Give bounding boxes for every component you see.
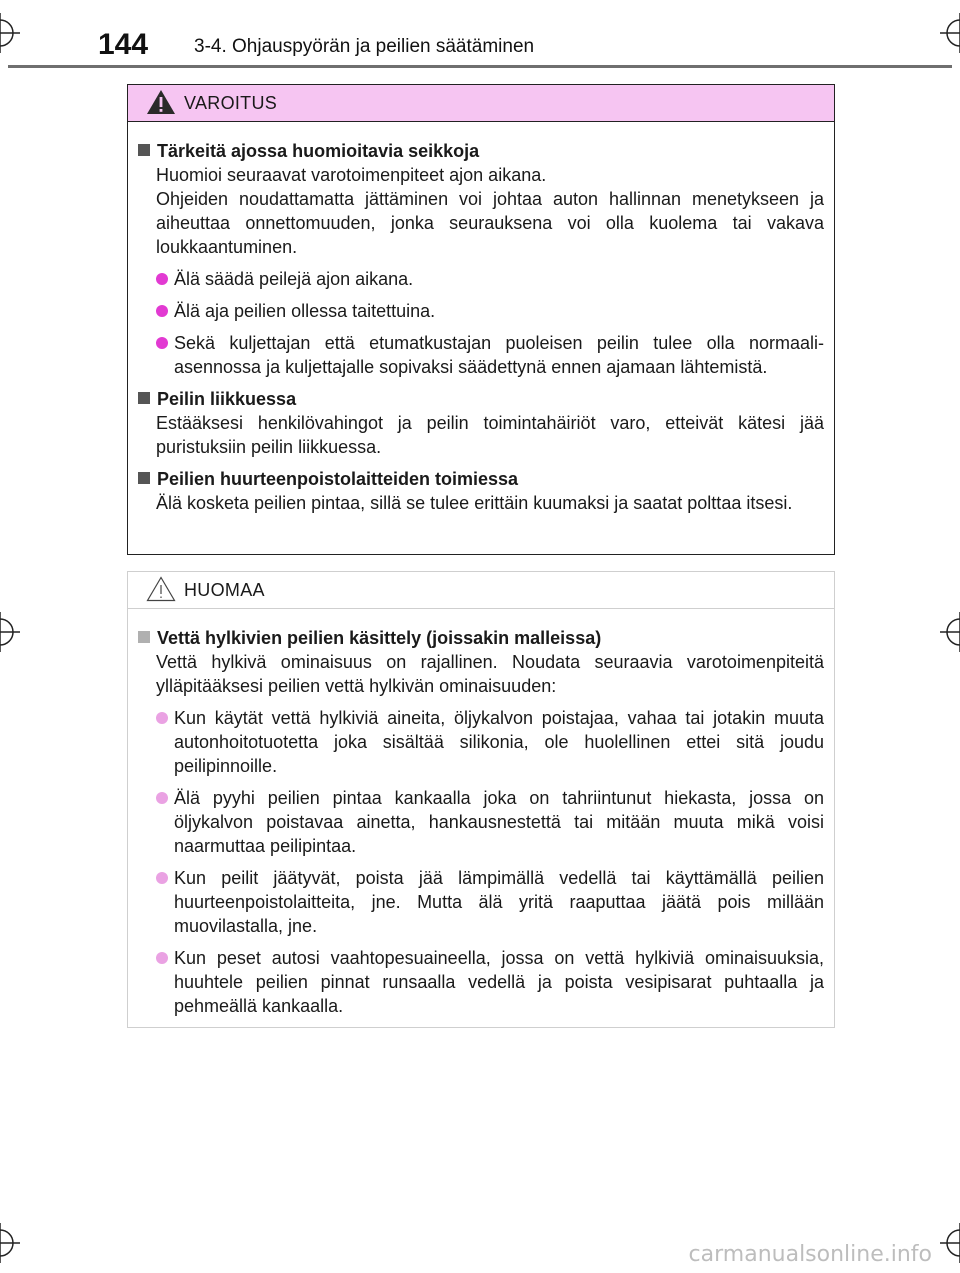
warning-box <box>127 84 835 555</box>
square-bullet-icon <box>138 472 150 484</box>
section-heading: Vettä hylkivien peilien käsittely (joissakin malleissa) <box>157 628 602 648</box>
list-item-text: Älä aja peilien ollessa taitettuina. <box>174 301 436 321</box>
list-item-text: Kun käytät vettä hylkiviä aineita, öljykalvon poistajaa, vahaa tai jotakin muuta autonhoitotuotetta joka sisältää silikonia, ole huolellinen ettei sitä joudu peilipinnoille. <box>174 708 824 776</box>
crop-mark-top-right <box>940 13 960 53</box>
header-rule <box>8 65 952 68</box>
page-header <box>98 26 920 66</box>
bullet-dot-icon <box>156 792 168 804</box>
bullet-dot-icon <box>156 305 168 317</box>
list-item <box>156 786 824 858</box>
section-text: Älä kosketa peilien pintaa, sillä se tulee erittäin kuumaksi ja saatat polttaa itsesi. <box>156 493 793 513</box>
section-title: 3-4. Ohjauspyörän ja peilien säätäminen <box>194 36 535 57</box>
list-item-text: Sekä kuljettajan että etumatkustajan puoleisen peilin tulee olla normaali-asennossa ja kuljettajalle sopivaksi säädettynä ennen ajamaan lähtemistä. <box>174 333 824 377</box>
list-item <box>156 299 824 323</box>
crop-mark-top-left <box>0 13 20 53</box>
section-text: Vettä hylkivä ominaisuus on rajallinen. Noudata seuraavia varotoimenpiteitä ylläpitääksesi peilien vettä hylkivän ominaisuuden: <box>156 652 824 696</box>
warning-triangle-icon <box>146 89 176 115</box>
bullet-dot-icon <box>156 337 168 349</box>
list-item-text: Kun peset autosi vaahtopesuaineella, jossa on vettä hylkiviä ominaisuuksia, huuhtele peilien pinnat runsaalla vedellä ja poista vesipisarat puhtaalla ja pehmeällä kankaalla. <box>174 948 824 1016</box>
list-item <box>156 267 824 291</box>
warning-title: VAROITUS <box>184 93 278 113</box>
list-item <box>156 946 824 1018</box>
list-item-text: Älä säädä peilejä ajon aikana. <box>174 269 414 289</box>
warning-section <box>136 387 824 459</box>
square-bullet-icon <box>138 392 150 404</box>
notice-header <box>128 572 834 609</box>
list-item <box>156 331 824 379</box>
square-bullet-icon <box>138 631 150 643</box>
crop-mark-mid-left <box>0 612 20 652</box>
list-item <box>156 866 824 938</box>
crop-mark-mid-right <box>940 612 960 652</box>
notice-box <box>127 571 835 1028</box>
section-text: Estääksesi henkilövahingot ja peilin toimintahäiriöt varo, etteivät kätesi jää puristuksiin peilin liikkuessa. <box>156 413 824 457</box>
bullet-dot-icon <box>156 273 168 285</box>
list-item <box>156 706 824 778</box>
watermark: carmanualsonline.info <box>688 1242 932 1267</box>
section-heading: Peilin liikkuessa <box>157 389 297 409</box>
section-text: Huomioi seuraavat varotoimenpiteet ajon aikana. Ohjeiden noudattamatta jättäminen voi johtaa auton hallinnan menetykseen ja aiheuttaa onnettomuuden, jonka seurauksena voi olla kuolema tai vakava loukkaantuminen. <box>156 165 824 257</box>
notice-section <box>136 626 824 1018</box>
list-item-text: Kun peilit jäätyvät, poista jää lämpimällä vedellä tai käyttämällä peilien huurteenpoistolaitteita, jne. Mutta älä yritä raaputtaa jäätä pois millään muovilastalla, jne. <box>174 868 824 936</box>
section-heading: Peilien huurteenpoistolaitteiden toimiessa <box>157 469 519 489</box>
warning-header <box>128 85 834 122</box>
square-bullet-icon <box>138 144 150 156</box>
page-number: 144 <box>98 28 149 61</box>
bullet-dot-icon <box>156 712 168 724</box>
section-heading: Tärkeitä ajossa huomioitavia seikkoja <box>157 141 480 161</box>
crop-mark-bottom-left <box>0 1223 20 1263</box>
bullet-dot-icon <box>156 872 168 884</box>
caution-triangle-icon <box>146 576 176 602</box>
notice-title: HUOMAA <box>184 580 265 600</box>
bullet-dot-icon <box>156 952 168 964</box>
warning-section <box>136 467 824 515</box>
warning-section <box>136 139 824 379</box>
crop-mark-bottom-right <box>940 1223 960 1263</box>
list-item-text: Älä pyyhi peilien pintaa kankaalla joka on tahriintunut hiekasta, jossa on öljykalvon poistavaa ainetta, hankausnestettä tai mitään muuta mikä voisi naarmuttaa peilipintaa. <box>174 788 824 856</box>
